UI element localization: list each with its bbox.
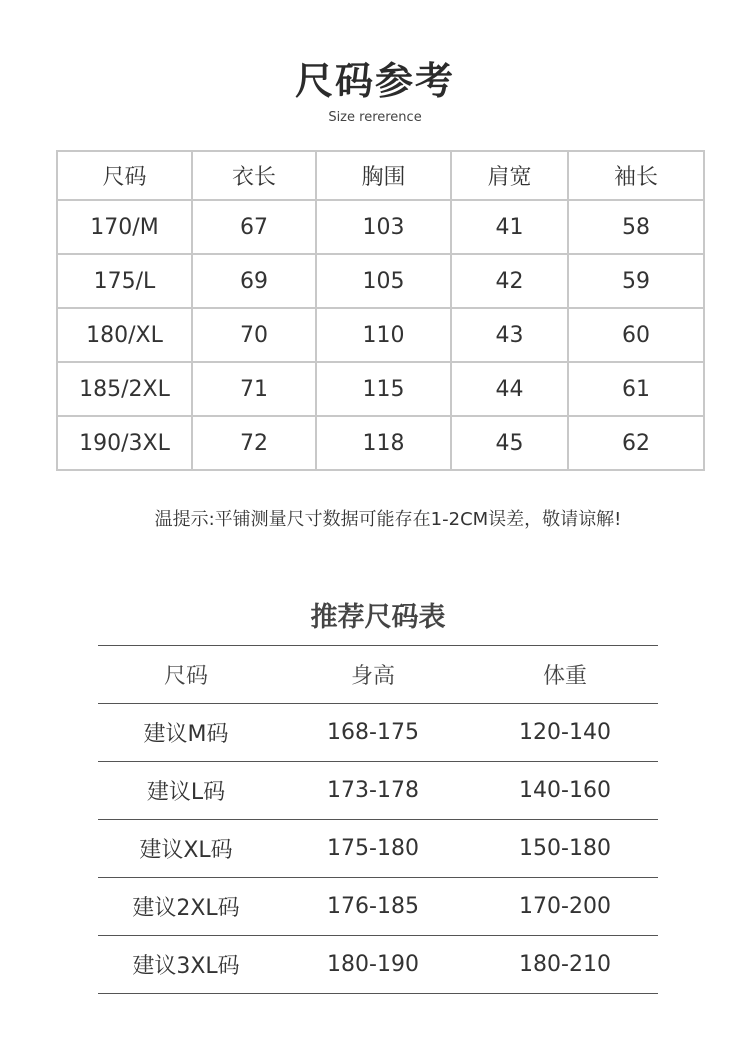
column-header-length: 衣长 — [192, 151, 316, 200]
table-cell: 170/M — [57, 200, 192, 254]
table-cell: 72 — [192, 416, 316, 470]
page-title: 尺码参考 — [294, 59, 455, 103]
table-cell: 建议M码 — [98, 704, 274, 762]
table-cell: 175-180 — [274, 820, 472, 878]
column-header-size: 尺码 — [98, 646, 274, 704]
table-row — [57, 200, 704, 254]
table-row — [57, 254, 704, 308]
table-cell: 建议XL码 — [98, 820, 274, 878]
column-header-sleeve: 袖长 — [568, 151, 704, 200]
measurement-notice: 温提示:平铺测量尺寸数据可能存在1-2CM误差，敬请谅解! — [154, 509, 622, 530]
table-cell: 180/XL — [57, 308, 192, 362]
table-cell: 67 — [192, 200, 316, 254]
table-cell: 170-200 — [472, 878, 658, 936]
table-cell: 58 — [568, 200, 704, 254]
table-cell: 110 — [316, 308, 451, 362]
page-subtitle: Size rererence — [328, 110, 422, 125]
table-cell: 44 — [451, 362, 568, 416]
table-cell: 59 — [568, 254, 704, 308]
table-cell: 118 — [316, 416, 451, 470]
table-cell: 105 — [316, 254, 451, 308]
column-header-height: 身高 — [274, 646, 472, 704]
table-cell: 61 — [568, 362, 704, 416]
table-row — [57, 362, 704, 416]
table-cell: 150-180 — [472, 820, 658, 878]
table-cell: 176-185 — [274, 878, 472, 936]
column-header-chest: 胸围 — [316, 151, 451, 200]
table-cell: 43 — [451, 308, 568, 362]
table-cell: 180-190 — [274, 936, 472, 994]
column-header-weight: 体重 — [472, 646, 658, 704]
table-row — [98, 704, 658, 762]
table-cell: 168-175 — [274, 704, 472, 762]
table-row — [98, 820, 658, 878]
table-row — [57, 416, 704, 470]
column-header-shoulder: 肩宽 — [451, 151, 568, 200]
table-cell: 190/3XL — [57, 416, 192, 470]
table-cell: 103 — [316, 200, 451, 254]
recommend-section-title: 推荐尺码表 — [310, 602, 446, 633]
table-cell: 185/2XL — [57, 362, 192, 416]
table-row — [98, 762, 658, 820]
table-row — [98, 878, 658, 936]
table-cell: 140-160 — [472, 762, 658, 820]
table-cell: 70 — [192, 308, 316, 362]
table-cell: 60 — [568, 308, 704, 362]
table-cell: 175/L — [57, 254, 192, 308]
table-cell: 120-140 — [472, 704, 658, 762]
table-cell: 69 — [192, 254, 316, 308]
table-header-row — [57, 151, 704, 200]
table-row — [98, 936, 658, 994]
size-reference-table — [56, 150, 705, 471]
table-cell: 180-210 — [472, 936, 658, 994]
table-header-row — [98, 646, 658, 704]
table-cell: 建议3XL码 — [98, 936, 274, 994]
table-cell: 115 — [316, 362, 451, 416]
table-cell: 62 — [568, 416, 704, 470]
table-cell: 41 — [451, 200, 568, 254]
table-row — [57, 308, 704, 362]
table-cell: 71 — [192, 362, 316, 416]
table-cell: 173-178 — [274, 762, 472, 820]
column-header-size: 尺码 — [57, 151, 192, 200]
table-cell: 45 — [451, 416, 568, 470]
table-cell: 建议L码 — [98, 762, 274, 820]
table-cell: 42 — [451, 254, 568, 308]
recommended-size-table — [98, 645, 658, 994]
table-cell: 建议2XL码 — [98, 878, 274, 936]
